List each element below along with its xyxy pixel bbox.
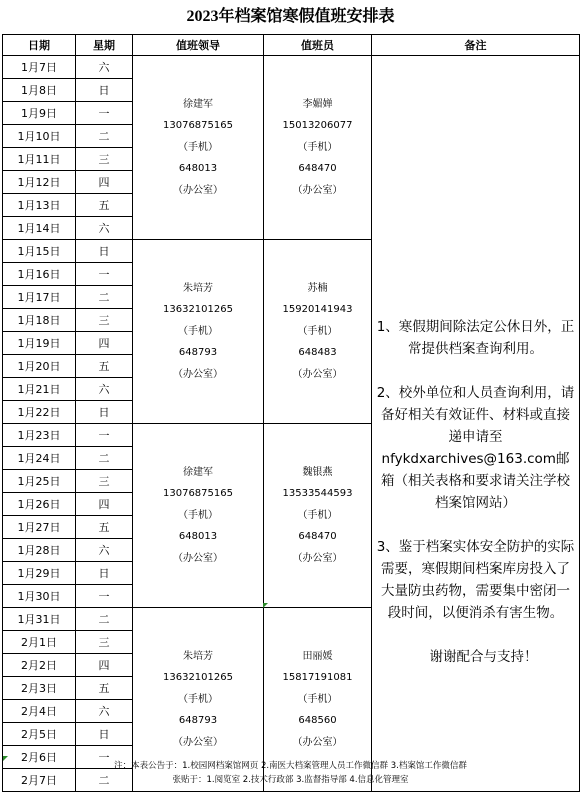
staff-name: 李媚婵 — [302, 98, 333, 110]
staff-mobile-label: （手机） — [297, 693, 338, 705]
thanks-note: 谢谢配合与支持！ — [429, 648, 538, 665]
leader-contact — [133, 278, 263, 386]
weekday-cell: 日 — [76, 79, 133, 102]
leader-office-label: （办公室） — [173, 184, 223, 196]
date-cell: 1月15日 — [3, 240, 76, 263]
staff-mobile: 15013206077 — [282, 120, 353, 132]
leader-name: 朱培芳 — [183, 650, 213, 662]
date-cell: 1月28日 — [3, 539, 76, 562]
weekday-cell: 六 — [76, 539, 133, 562]
leader-contact — [133, 462, 263, 570]
date-cell: 1月8日 — [3, 79, 76, 102]
weekday-cell: 二 — [76, 447, 133, 470]
leader-contact — [133, 94, 263, 202]
table-row — [3, 56, 580, 79]
staff-mobile: 13533544593 — [282, 488, 353, 500]
leader-office-label: （办公室） — [173, 368, 223, 380]
leader-name: 徐建军 — [183, 98, 213, 110]
weekday-cell: 二 — [76, 769, 133, 792]
date-cell: 1月23日 — [3, 424, 76, 447]
staff-name: 田丽媛 — [302, 650, 333, 662]
date-cell: 1月7日 — [3, 56, 76, 79]
notes-cell — [372, 56, 580, 792]
staff-contact — [264, 462, 371, 570]
weekday-cell: 六 — [76, 56, 133, 79]
staff-office-label: （办公室） — [292, 552, 343, 564]
staff-mobile-label: （手机） — [297, 325, 338, 337]
weekday-cell: 二 — [76, 125, 133, 148]
footer-announce: 注：本表公告于：1.校园网档案馆网页 2.南医大档案管理人员工作微信群 3.档案馆工作微信群 — [114, 761, 467, 771]
notes-text — [372, 180, 579, 668]
header-row — [3, 35, 580, 56]
leader-office-phone: 648013 — [178, 163, 218, 175]
schedule-table — [2, 34, 580, 792]
weekday-cell: 一 — [76, 585, 133, 608]
staff-name: 魏银燕 — [302, 466, 333, 478]
weekday-cell: 四 — [76, 332, 133, 355]
leader-mobile-label: （手机） — [178, 509, 218, 521]
weekday-cell: 一 — [76, 746, 133, 769]
weekday-cell: 三 — [76, 309, 133, 332]
date-cell: 1月24日 — [3, 447, 76, 470]
weekday-cell: 四 — [76, 654, 133, 677]
date-cell: 1月29日 — [3, 562, 76, 585]
note-3: 3、鉴于档案实体安全防护的实际需要，寒假期间档案库房投入了大量防虫药物，需要集中密闭一段时间，以便消杀有害生物。 — [376, 538, 575, 621]
note-2: 2、校外单位和人员查询利用，请备好相关有效证件、材料或直接递申请至nfykdxarchives@163.com邮箱（相关表格和要求请关注学校档案馆网站） — [376, 384, 575, 511]
staff-office-phone: 648560 — [298, 715, 337, 727]
cell-comment-marker — [263, 603, 268, 608]
weekday-cell: 五 — [76, 194, 133, 217]
page-title: 2023年档案馆寒假值班安排表 — [186, 8, 395, 25]
leader-office-label: （办公室） — [173, 552, 223, 564]
date-cell: 1月9日 — [3, 102, 76, 125]
date-cell: 1月12日 — [3, 171, 76, 194]
staff-office-phone: 648483 — [298, 347, 337, 359]
weekday-cell: 日 — [76, 562, 133, 585]
staff-mobile: 15920141943 — [282, 304, 353, 316]
header-leader: 值班领导 — [133, 35, 264, 56]
date-cell: 2月5日 — [3, 723, 76, 746]
date-cell: 1月11日 — [3, 148, 76, 171]
weekday-cell: 一 — [76, 263, 133, 286]
staff-contact — [264, 278, 371, 386]
footer-posted: 张贴于：1.阅览室 2.技术行政部 3.监督指导部 4.信息化管理室 — [172, 775, 409, 785]
date-cell: 2月6日 — [3, 746, 76, 769]
header-staff: 值班员 — [264, 35, 372, 56]
date-cell: 1月16日 — [3, 263, 76, 286]
leader-cell — [133, 424, 264, 608]
date-cell: 2月2日 — [3, 654, 76, 677]
staff-mobile: 15817191081 — [282, 672, 353, 684]
staff-office-phone: 648470 — [298, 531, 337, 543]
staff-name: 苏楠 — [307, 282, 328, 294]
leader-cell — [133, 56, 264, 240]
date-cell: 1月26日 — [3, 493, 76, 516]
leader-name: 朱培芳 — [183, 282, 213, 294]
staff-contact — [264, 646, 371, 754]
weekday-cell: 五 — [76, 355, 133, 378]
weekday-cell: 六 — [76, 700, 133, 723]
weekday-cell: 一 — [76, 424, 133, 447]
schedule-body — [3, 56, 580, 792]
weekday-cell: 三 — [76, 631, 133, 654]
date-cell: 1月27日 — [3, 516, 76, 539]
staff-cell — [264, 56, 372, 240]
staff-office-label: （办公室） — [292, 368, 343, 380]
leader-office-phone: 648013 — [178, 531, 218, 543]
leader-office-phone: 648793 — [178, 347, 218, 359]
date-cell: 1月21日 — [3, 378, 76, 401]
date-cell: 1月10日 — [3, 125, 76, 148]
date-cell: 1月25日 — [3, 470, 76, 493]
leader-mobile-label: （手机） — [178, 141, 218, 153]
leader-name: 徐建军 — [183, 466, 213, 478]
note-1: 1、寒假期间除法定公休日外，正常提供档案查询利用。 — [376, 318, 575, 357]
leader-office-phone: 648793 — [178, 715, 218, 727]
staff-contact — [264, 94, 371, 202]
weekday-cell: 五 — [76, 677, 133, 700]
staff-office-label: （办公室） — [292, 184, 343, 196]
date-cell: 1月22日 — [3, 401, 76, 424]
date-cell: 1月18日 — [3, 309, 76, 332]
date-cell: 1月31日 — [3, 608, 76, 631]
leader-contact — [133, 646, 263, 754]
date-cell: 2月4日 — [3, 700, 76, 723]
date-cell: 1月20日 — [3, 355, 76, 378]
weekday-cell: 二 — [76, 286, 133, 309]
date-cell: 1月19日 — [3, 332, 76, 355]
leader-cell — [133, 240, 264, 424]
weekday-cell: 日 — [76, 723, 133, 746]
staff-office-phone: 648470 — [298, 163, 337, 175]
weekday-cell: 五 — [76, 516, 133, 539]
header-notes: 备注 — [372, 35, 580, 56]
staff-office-label: （办公室） — [292, 736, 343, 748]
weekday-cell: 六 — [76, 217, 133, 240]
header-date: 日期 — [3, 35, 76, 56]
weekday-cell: 日 — [76, 401, 133, 424]
staff-mobile-label: （手机） — [297, 141, 338, 153]
date-cell: 1月17日 — [3, 286, 76, 309]
cell-comment-marker — [3, 756, 8, 761]
weekday-cell: 三 — [76, 470, 133, 493]
leader-office-label: （办公室） — [173, 736, 223, 748]
leader-mobile: 13632101265 — [163, 672, 233, 684]
staff-cell — [264, 424, 372, 608]
weekday-cell: 二 — [76, 608, 133, 631]
date-cell: 2月3日 — [3, 677, 76, 700]
leader-mobile: 13076875165 — [163, 488, 233, 500]
staff-mobile-label: （手机） — [297, 509, 338, 521]
weekday-cell: 六 — [76, 378, 133, 401]
date-cell: 2月1日 — [3, 631, 76, 654]
leader-mobile: 13076875165 — [163, 120, 233, 132]
leader-mobile-label: （手机） — [178, 325, 218, 337]
weekday-cell: 四 — [76, 493, 133, 516]
date-cell: 1月13日 — [3, 194, 76, 217]
date-cell: 1月14日 — [3, 217, 76, 240]
leader-mobile: 13632101265 — [163, 304, 233, 316]
weekday-cell: 日 — [76, 240, 133, 263]
leader-mobile-label: （手机） — [178, 693, 218, 705]
date-cell: 1月30日 — [3, 585, 76, 608]
date-cell: 2月7日 — [3, 769, 76, 792]
weekday-cell: 四 — [76, 171, 133, 194]
weekday-cell: 三 — [76, 148, 133, 171]
header-weekday: 星期 — [76, 35, 133, 56]
weekday-cell: 一 — [76, 102, 133, 125]
staff-cell — [264, 240, 372, 424]
